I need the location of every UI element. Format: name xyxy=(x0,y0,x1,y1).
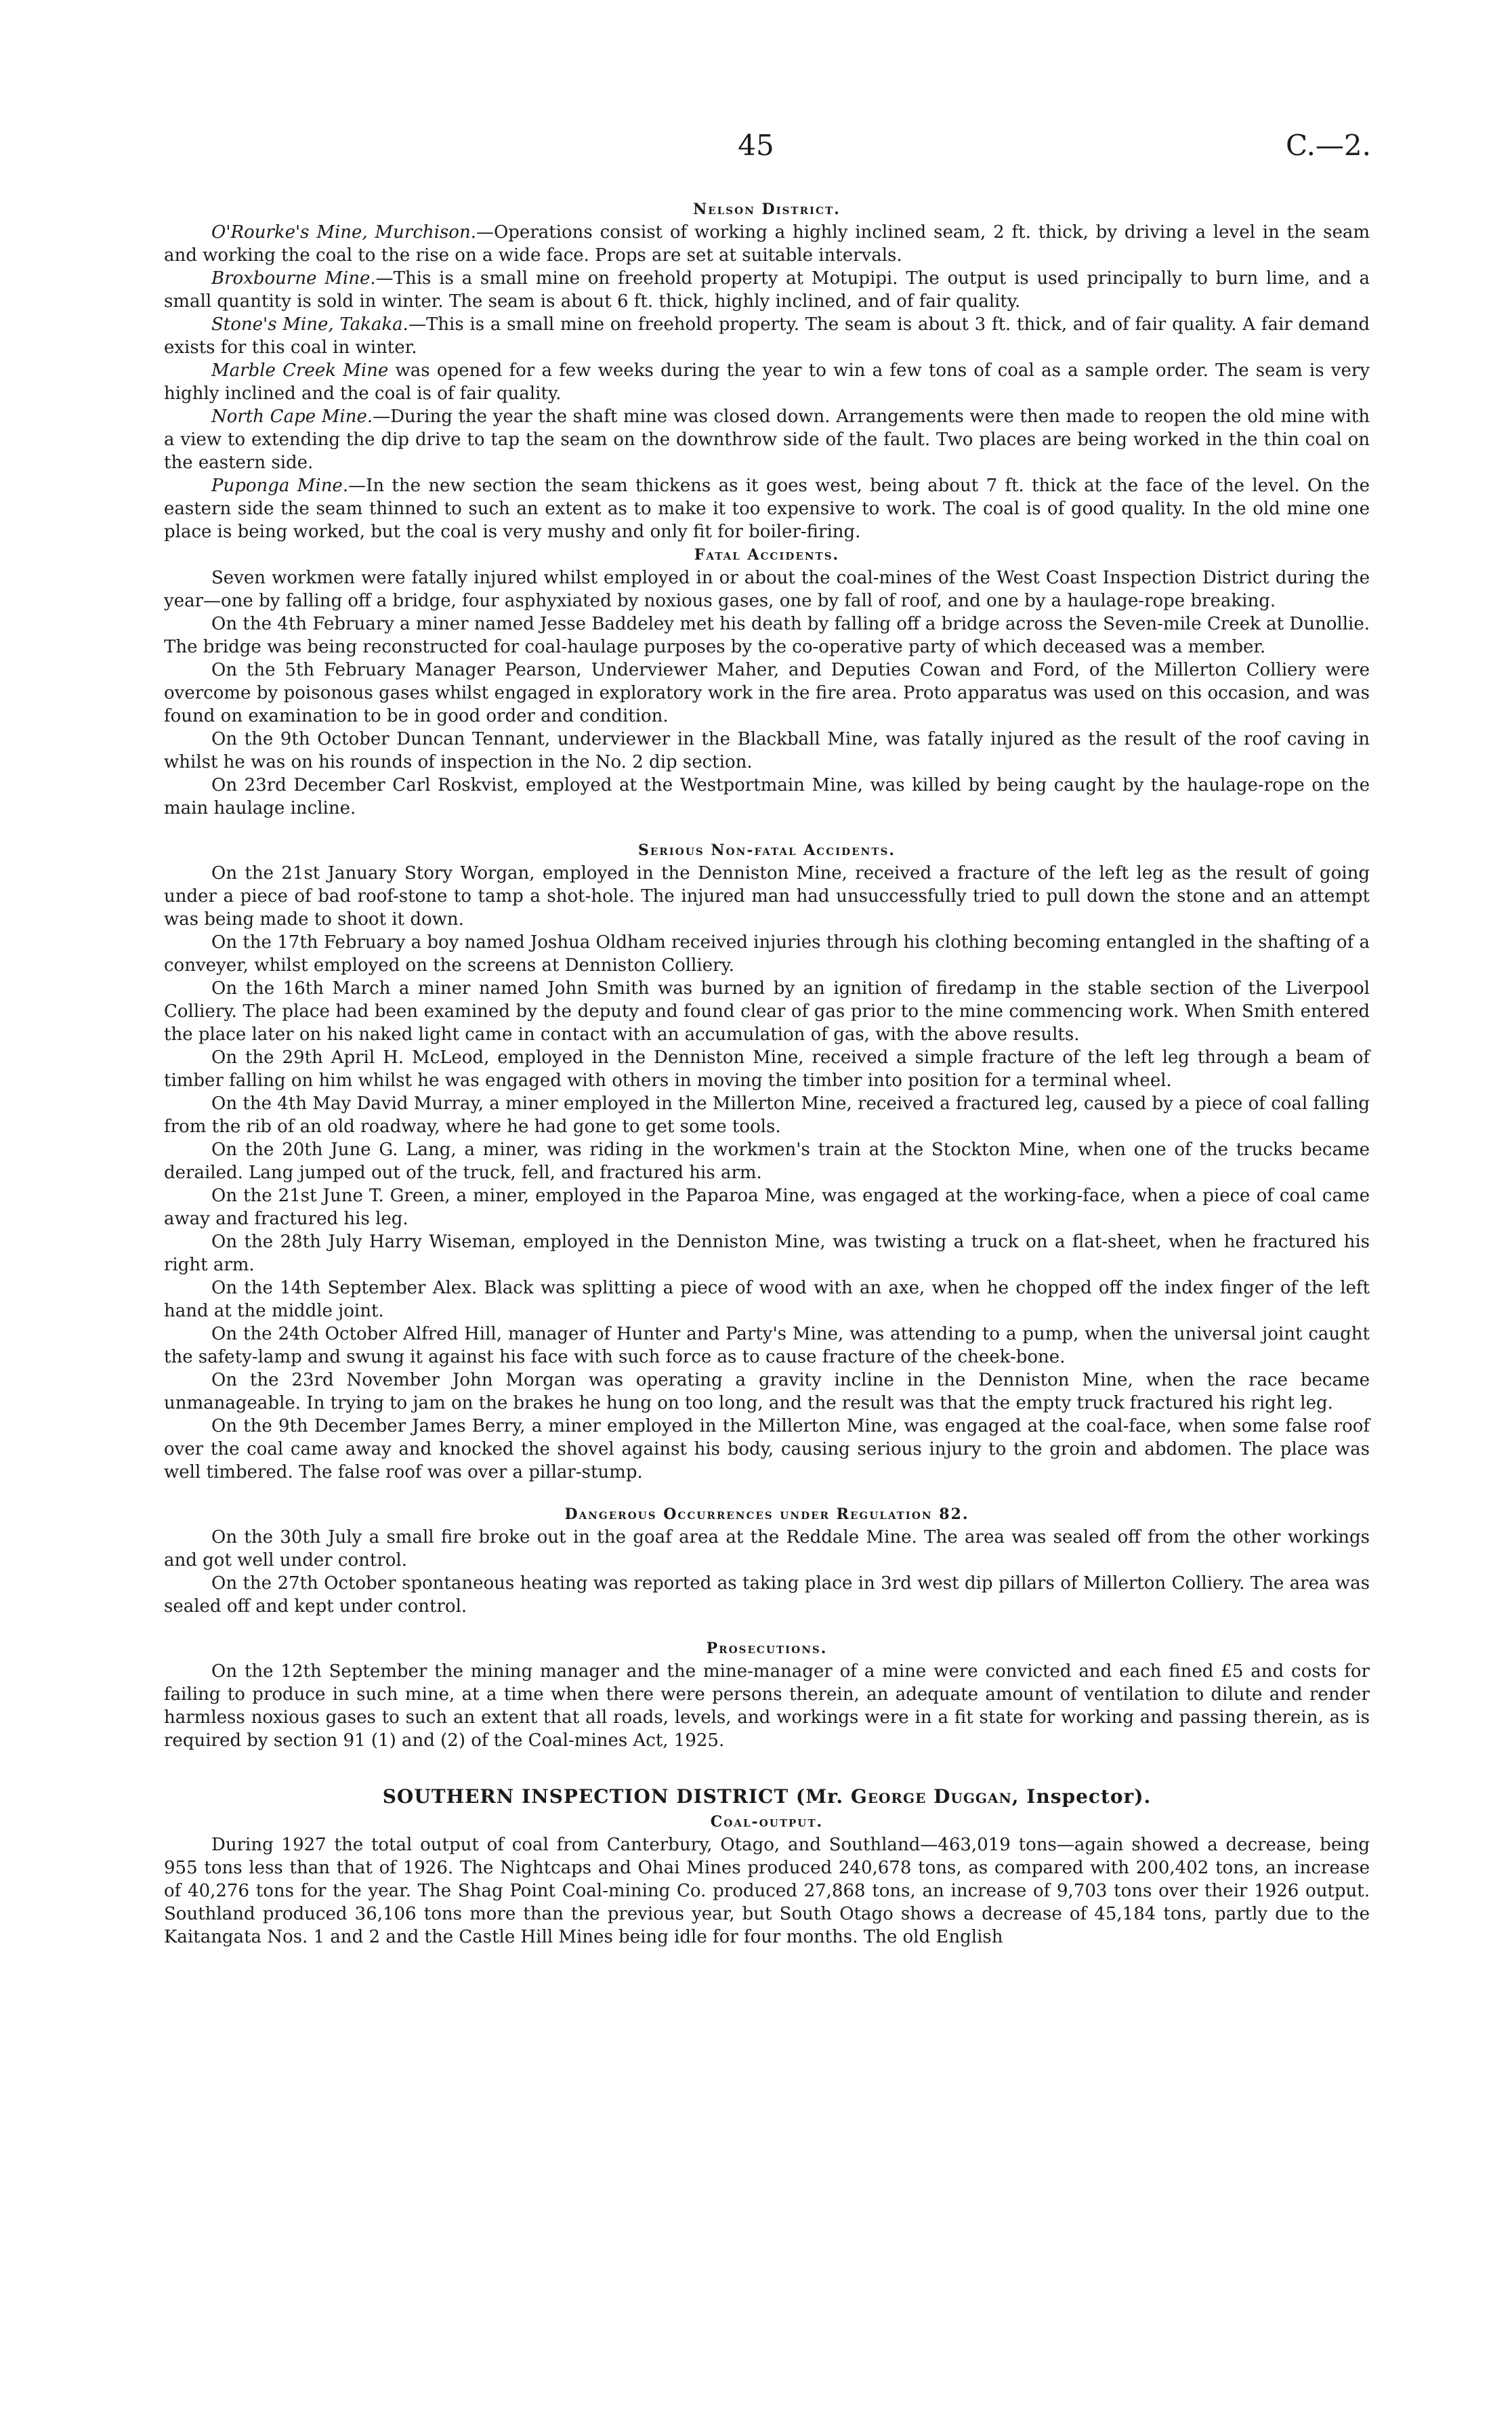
paragraph: On the 29th April H. McLeod, employed in the Denniston Mine, received a simple fracture of the left leg through a beam of timber falling on him whilst he was engaged with others in moving the timber into position for a terminal wheel. xyxy=(164,1047,1370,1091)
section-heading-serious-accidents: Serious Non-fatal Accidents. xyxy=(637,841,896,859)
paragraph: On the 5th February Manager Pearson, Underviewer Maher, and Deputies Cowan and Ford, of the Millerton Colliery were overcome by poisonous gases whilst engaged in exploratory work in the fire area. Proto apparatus was used on this occasion, and was found on examination to be in good order and condition. xyxy=(164,660,1370,726)
paragraph: On the 14th September Alex. Black was splitting a piece of wood with an axe, when he chopped off the index finger of the left hand at the middle joint. xyxy=(164,1278,1370,1321)
paragraph: On the 27th October spontaneous heating was reported as taking place in 3rd west dip pillars of Millerton Colliery. The area was sealed off and kept under control. xyxy=(164,1573,1370,1617)
document-body xyxy=(164,198,1370,1949)
paragraph: On the 28th July Harry Wiseman, employed in the Denniston Mine, was twisting a truck on a flat-sheet, when he fractured his right arm. xyxy=(164,1232,1370,1275)
section-heading-prosecutions: Prosecutions. xyxy=(706,1640,828,1657)
paragraph: Stone's Mine, Takaka.—This is a small mine on freehold property. The seam is about 3 ft. thick, and of fair quality. A fair demand exists for this coal in winter. xyxy=(164,314,1370,358)
paragraph: On the 17th February a boy named Joshua Oldham received injuries through his clothing becoming entangled in the shafting of a conveyer, whilst employed on the screens at Denniston Colliery. xyxy=(164,932,1370,976)
paragraph: On the 12th September the mining manager and the mine-manager of a mine were convicted and each fined £5 and costs for failing to produce in such mine, at a time when there were persons therein, an adequate amount of ventilation to dilute and render harmless noxious gases to such an extent that all roads, levels, and workings were in a fit state for working and passing therein, as is required by section 91 (1) and (2) of the Coal-mines Act, 1925. xyxy=(164,1661,1370,1751)
document-code: C.—2. xyxy=(1285,129,1371,162)
paragraph: On the 20th June G. Lang, a miner, was riding in the workmen's train at the Stockton Mine, when one of the trucks became derailed. Lang jumped out of the truck, fell, and fractured his arm. xyxy=(164,1140,1370,1183)
section-title-southern-district: SOUTHERN INSPECTION DISTRICT (Mr. George Duggan, Inspector). xyxy=(382,1785,1152,1808)
section-heading-dangerous-occurrences: Dangerous Occurrences under Regulation 82. xyxy=(564,1505,969,1523)
paragraph: On the 9th December James Berry, a miner employed in the Millerton Mine, was engaged at the coal-face, when some false roof over the coal came away and knocked the shovel against his body, causing serious injury to the groin and abdomen. The place was well timbered. The false roof was over a pillar-stump. xyxy=(164,1416,1370,1482)
paragraph: On the 21st June T. Green, a miner, employed in the Paparoa Mine, was engaged at the working-face, when a piece of coal came away and fractured his leg. xyxy=(164,1186,1370,1229)
paragraph: During 1927 the total output of coal from Canterbury, Otago, and Southland—463,019 tons—again showed a decrease, being 955 tons less than that of 1926. The Nightcaps and Ohai Mines produced 240,678 tons, as compared with 200,402 tons, an increase of 40,276 tons for the year. The Shag Point Coal-mining Co. produced 27,868 tons, an increase of 9,703 tons over their 1926 output. Southland produced 36,106 tons more than the previous year, but South Otago shows a decrease of 45,184 tons, partly due to the Kaitangata Nos. 1 and 2 and the Castle Hill Mines being idle for four months. The old English xyxy=(164,1835,1370,1947)
paragraph: Marble Creek Mine was opened for a few weeks during the year to win a few tons of coal as a sample order. The seam is very highly inclined and the coal is of fair quality. xyxy=(164,360,1370,404)
paragraph: On the 9th October Duncan Tennant, underviewer in the Blackball Mine, was fatally injured as the result of the roof caving in whilst he was on his rounds of inspection in the No. 2 dip section. xyxy=(164,729,1370,772)
paragraph: Seven workmen were fatally injured whilst employed in or about the coal-mines of the West Coast Inspection District during the year—one by falling off a bridge, four asphyxiated by noxious gases, one by fall of roof, and one by a haulage-rope breaking. xyxy=(164,568,1370,611)
section-heading-coal-output: Coal-output. xyxy=(710,1813,824,1831)
paragraph: On the 4th May David Murray, a miner employed in the Millerton Mine, received a fractured leg, caused by a piece of coal falling from the rib of an old roadway, where he had gone to get some tools. xyxy=(164,1094,1370,1137)
paragraph: On 23rd December Carl Roskvist, employed at the Westportmain Mine, was killed by being caught by the haulage-rope on the main haulage incline. xyxy=(164,775,1370,818)
paragraph: On the 23rd November John Morgan was operating a gravity incline in the Denniston Mine, when the race became unmanageable. In trying to jam on the brakes he hung on too long, and the result was that the empty truck fractured his right leg. xyxy=(164,1370,1370,1413)
paragraph: On the 16th March a miner named John Smith was burned by an ignition of firedamp in the stable section of the Liverpool Colliery. The place had been examined by the deputy and found clear of gas prior to the mine commencing work. When Smith entered the place later on his naked light came in contact with an accumulation of gas, with the above results. xyxy=(164,978,1370,1045)
paragraph: On the 30th July a small fire broke out in the goaf area at the Reddale Mine. The area was sealed off from the other workings and got well under control. xyxy=(164,1527,1370,1571)
section-heading-nelson: Nelson District. xyxy=(693,201,841,218)
page-number: 45 xyxy=(738,129,774,162)
paragraph: Puponga Mine.—In the new section the seam thickens as it goes west, being about 7 ft. thick at the face of the level. On the eastern side the seam thinned to such an extent as to make it too expensive to work. The coal is of good quality. In the old mine one place is being worked, but the coal is very mushy and only fit for boiler-firing. xyxy=(164,476,1370,542)
paragraph: On the 4th February a miner named Jesse Baddeley met his death by falling off a bridge across the Seven-mile Creek at Dunollie. The bridge was being reconstructed for coal-haulage purposes by the co-operative party of which deceased was a member. xyxy=(164,614,1370,657)
paragraph: On the 21st January Story Worgan, employed in the Denniston Mine, received a fracture of the left leg as the result of going under a piece of bad roof-stone to tamp a shot-hole. The injured man had unsuccessfully tried to pull down the stone and an attempt was being made to shoot it down. xyxy=(164,863,1370,930)
section-heading-fatal-accidents: Fatal Accidents. xyxy=(694,546,840,564)
paragraph: North Cape Mine.—During the year the shaft mine was closed down. Arrangements were then made to reopen the old mine with a view to extending the dip drive to tap the seam on the downthrow side of the fault. Two places are being worked in the thin coal on the eastern side. xyxy=(164,407,1370,473)
paragraph: O'Rourke's Mine, Murchison.—Operations consist of working a highly inclined seam, 2 ft. thick, by driving a level in the seam and working the coal to the rise on a wide face. Props are set at suitable intervals. xyxy=(164,222,1370,266)
paragraph: Broxbourne Mine.—This is a small mine on freehold property at Motupipi. The output is used principally to burn lime, and a small quantity is sold in winter. The seam is about 6 ft. thick, highly inclined, and of fair quality. xyxy=(164,268,1370,312)
paragraph: On the 24th October Alfred Hill, manager of Hunter and Party's Mine, was attending to a pump, when the universal joint caught the safety-lamp and swung it against his face with such force as to cause fracture of the cheek-bone. xyxy=(164,1324,1370,1367)
